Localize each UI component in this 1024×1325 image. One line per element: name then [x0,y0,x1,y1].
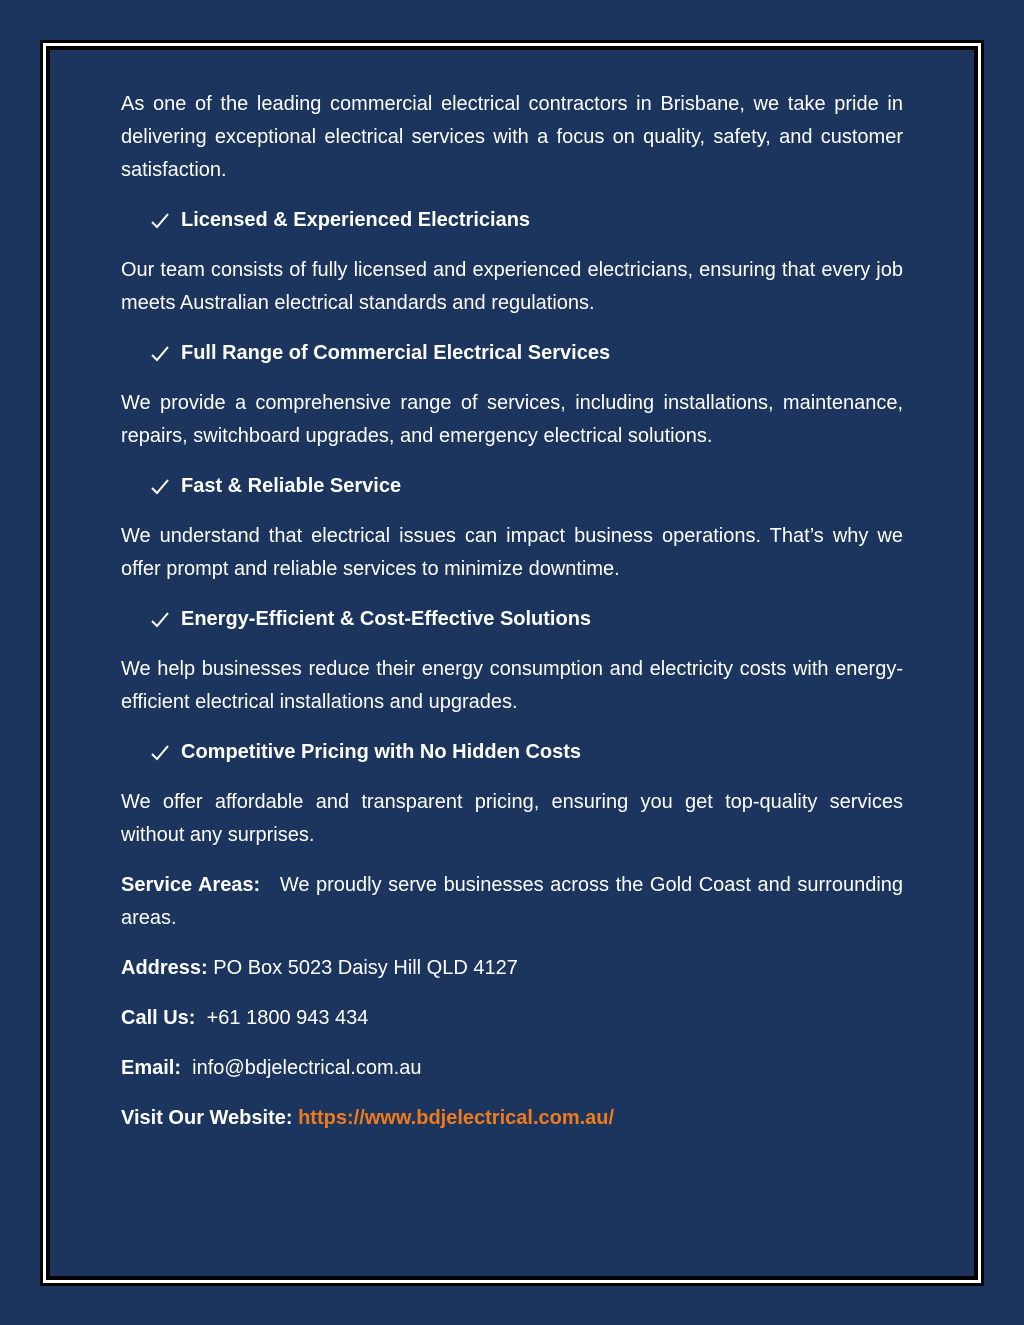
checkmark-icon [151,479,169,495]
checkmark-icon [151,612,169,628]
website-label: Visit Our Website: [121,1107,293,1129]
intro-paragraph: As one of the leading commercial electrical contractors in Brisbane, we take pride in delivering exceptional electrical services with a focus on quality, safety, and customer satisfaction. [121,93,903,181]
phone-label: Call Us: [121,1007,196,1029]
service-areas-label: Service Areas: [121,874,261,896]
address [121,952,903,985]
section-heading-text: Full Range of Commercial Electrical Services [181,342,611,364]
section-body-energy-efficient: We help businesses reduce their energy consumption and electricity costs with energy-efficient electrical installations and upgrades. [121,658,903,713]
phone [121,1002,903,1035]
service-areas-value: We proudly serve businesses across the Gold Coast and surrounding areas. [121,874,904,929]
section-heading-text: Fast & Reliable Service [181,475,402,497]
section-heading-fast-reliable [151,470,903,503]
section-heading-full-range [151,337,903,370]
document-body [121,88,903,1152]
section-heading-text: Energy-Efficient & Cost-Effective Solutions [181,608,592,630]
section-heading-energy-efficient [151,603,903,636]
address-value: PO Box 5023 Daisy Hill QLD 4127 [213,957,518,979]
checkmark-icon [151,213,169,229]
phone-value: +61 1800 943 434 [206,1007,369,1029]
website [121,1102,903,1135]
section-body-licensed: Our team consists of fully licensed and experienced electricians, ensuring that every job meets Australian electrical standards and regulations. [121,259,903,314]
section-body-pricing: We offer affordable and transparent pricing, ensuring you get top-quality services without any surprises. [121,791,903,846]
email-label: Email: [121,1057,182,1079]
email-value: info@bdjelectrical.com.au [192,1057,422,1079]
email [121,1052,903,1085]
checkmark-icon [151,745,169,761]
website-link[interactable]: https://www.bdjelectrical.com.au/ [298,1107,615,1129]
section-heading-pricing [151,736,903,769]
address-label: Address: [121,957,208,979]
section-heading-text: Licensed & Experienced Electricians [181,209,531,231]
section-heading-licensed [151,204,903,237]
service-areas [121,869,903,935]
section-body-fast-reliable: We understand that electrical issues can impact business operations. That’s why we offer prompt and reliable services to minimize downtime. [121,525,903,580]
checkmark-icon [151,346,169,362]
section-heading-text: Competitive Pricing with No Hidden Costs [181,741,582,763]
section-body-full-range: We provide a comprehensive range of services, including installations, maintenance, repairs, switchboard upgrades, and emergency electrical solutions. [121,392,903,447]
